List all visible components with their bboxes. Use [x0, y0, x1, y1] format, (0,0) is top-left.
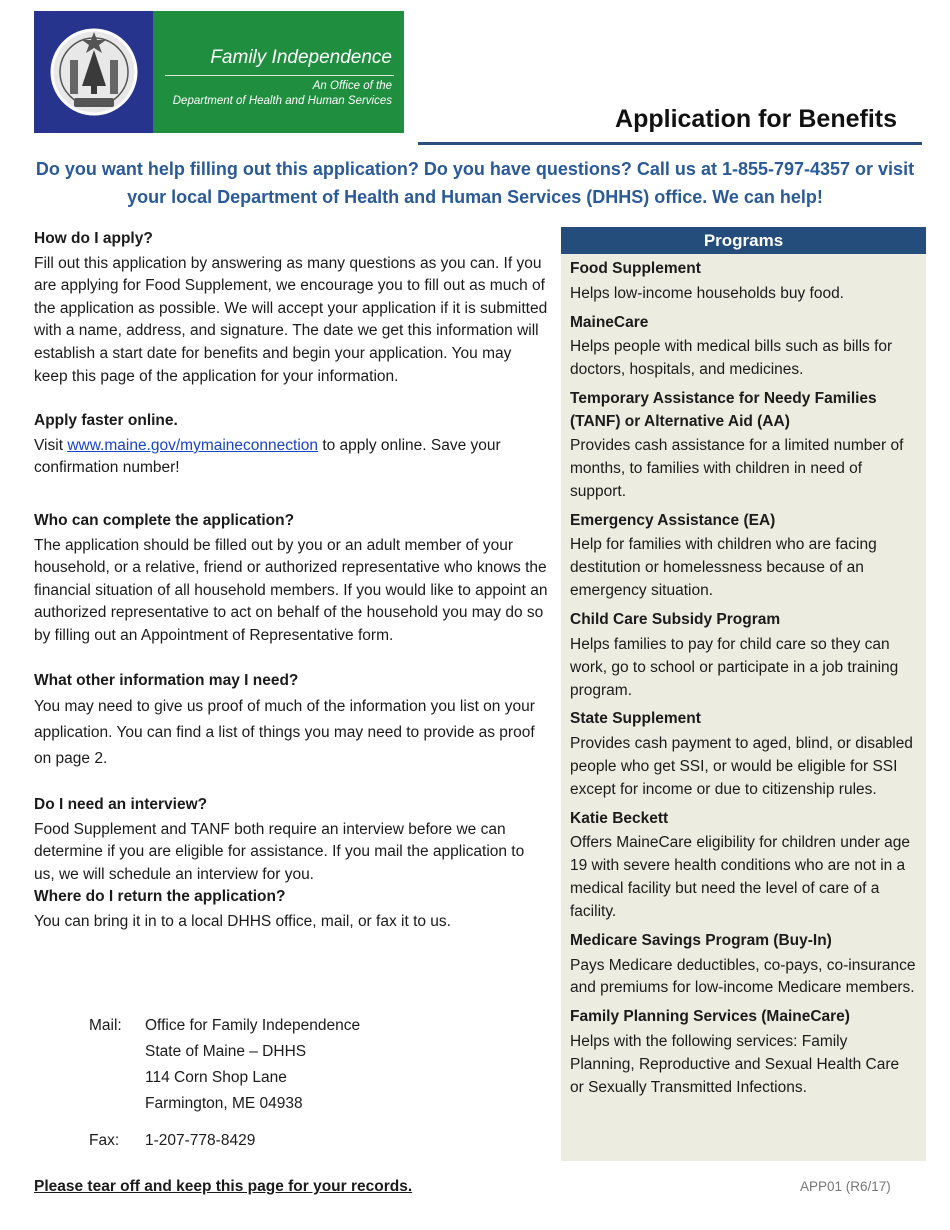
- mail-line-1: Office for Family Independence: [145, 1017, 361, 1034]
- program-name: Emergency Assistance (EA): [570, 511, 776, 529]
- question-apply-online: Apply faster online.: [34, 412, 178, 430]
- programs-list: [561, 254, 926, 1100]
- mail-line-3: 114 Corn Shop Lane: [145, 1069, 287, 1086]
- programs-header: Programs: [561, 227, 926, 254]
- program-description: Helps low-income households buy food.: [570, 284, 844, 302]
- program-description: Help for families with children who are facing destitution or homelessness because of an emergency situation.: [570, 536, 877, 600]
- program-name: MaineCare: [570, 313, 649, 331]
- question-how-apply: How do I apply?: [34, 230, 153, 247]
- program-name: Temporary Assistance for Needy Families (TANF) or Alternative Aid (AA): [570, 389, 877, 430]
- answer-apply-online: [34, 435, 549, 480]
- maine-seal-icon: [48, 20, 140, 124]
- logo-subtitle-line1: An Office of the: [312, 80, 392, 92]
- program-description: Provides cash payment to aged, blind, or disabled people who get SSI, or would be eligible for SSI except for income or due to citizenship rules.: [570, 735, 913, 798]
- logo-subtitle-line2: Department of Health and Human Services: [172, 95, 392, 107]
- program-name: State Supplement: [570, 710, 701, 728]
- help-banner: Do you want help filling out this application? Do you have questions? Call us at 1-855-797-4357 or visit your local Department of Health and Human Services (DHHS) office. We can help!: [35, 159, 915, 207]
- program-description: Offers MaineCare eligibility for children under age 19 with severe health conditions who are not in a medical facility but need the level of care of a facility.: [570, 834, 911, 921]
- agency-logo: [34, 11, 404, 133]
- question-return: Where do I return the application?: [34, 888, 286, 906]
- logo-subtitle: [173, 79, 392, 109]
- apply-online-suffix: to apply online. Save your confirmation number!: [34, 436, 501, 477]
- tear-off-notice: Please tear off and keep this page for your records.: [34, 1178, 413, 1195]
- program-name: Medicare Savings Program (Buy-In): [570, 931, 832, 949]
- mail-line-4: Farmington, ME 04938: [145, 1095, 303, 1112]
- fax-number: 1-207-778-8429: [145, 1132, 256, 1149]
- question-interview: Do I need an interview?: [34, 796, 208, 814]
- answer-return: You can bring it in to a local DHHS office, mail, or fax it to us.: [34, 913, 451, 931]
- logo-title: Family Independence: [210, 47, 392, 68]
- program-name: Katie Beckett: [570, 809, 669, 827]
- answer-other-info: You may need to give us proof of much of the information you list on your application. You can find a list of things you may need to provide as proof on page 2.: [34, 698, 535, 768]
- program-description: Helps people with medical bills such as bills for doctors, hospitals, and medicines.: [570, 338, 893, 378]
- logo-divider: [165, 75, 394, 76]
- programs-panel: [561, 227, 926, 1161]
- mymaineconnection-link[interactable]: www.maine.gov/mymaineconnection: [67, 436, 319, 454]
- answer-how-apply: Fill out this application by answering as many questions as you can. If you are applying for Food Supplement, we encourage you to fill out as much of the application as possible. We will accept your application if it is submitted with a name, address, and signature. The date we get this information will establish a start date for benefits and begin your application. You may keep this page of the application for your information.: [34, 254, 548, 385]
- program-description: Helps with the following services: Family Planning, Reproductive and Sexual Health Care or Sexually Transmitted Infections.: [570, 1032, 900, 1096]
- title-divider: [418, 142, 922, 145]
- instructions-column: [34, 228, 549, 934]
- program-description: Pays Medicare deductibles, co-pays, co-insurance and premiums for low-income Medicare members.: [570, 956, 916, 997]
- state-seal: [34, 11, 153, 133]
- fax-label: Fax:: [89, 1132, 120, 1149]
- program-description: Provides cash assistance for a limited number of months, to families with children in need of support.: [570, 437, 904, 500]
- program-name: Child Care Subsidy Program: [570, 611, 781, 629]
- program-name: Family Planning Services (MaineCare): [570, 1008, 850, 1026]
- program-name: Food Supplement: [570, 260, 701, 277]
- program-description: Helps families to pay for child care so they can work, go to school or participate in a job training program.: [570, 635, 899, 699]
- apply-online-prefix: Visit: [34, 436, 68, 454]
- question-who-complete: Who can complete the application?: [34, 511, 295, 529]
- mail-label: Mail:: [89, 1017, 122, 1034]
- answer-who-complete: The application should be filled out by you or an adult member of your household, or a relative, friend or authorized representative who knows the financial situation of all household members. If you would like to appoint an authorized representative to act on behalf of the household you may do so by filling out an Appointment of Representative form.: [34, 536, 548, 644]
- question-other-info: What other information may I need?: [34, 671, 299, 689]
- answer-interview: Food Supplement and TANF both require an interview before we can determine if you are eligible for assistance. If you mail the application to us, we will schedule an interview for you.: [34, 820, 525, 883]
- logo-banner: [153, 11, 404, 133]
- page-title: Application for Benefits: [615, 105, 897, 133]
- mail-line-2: State of Maine – DHHS: [145, 1043, 307, 1060]
- form-code: APP01 (R6/17): [800, 1179, 891, 1194]
